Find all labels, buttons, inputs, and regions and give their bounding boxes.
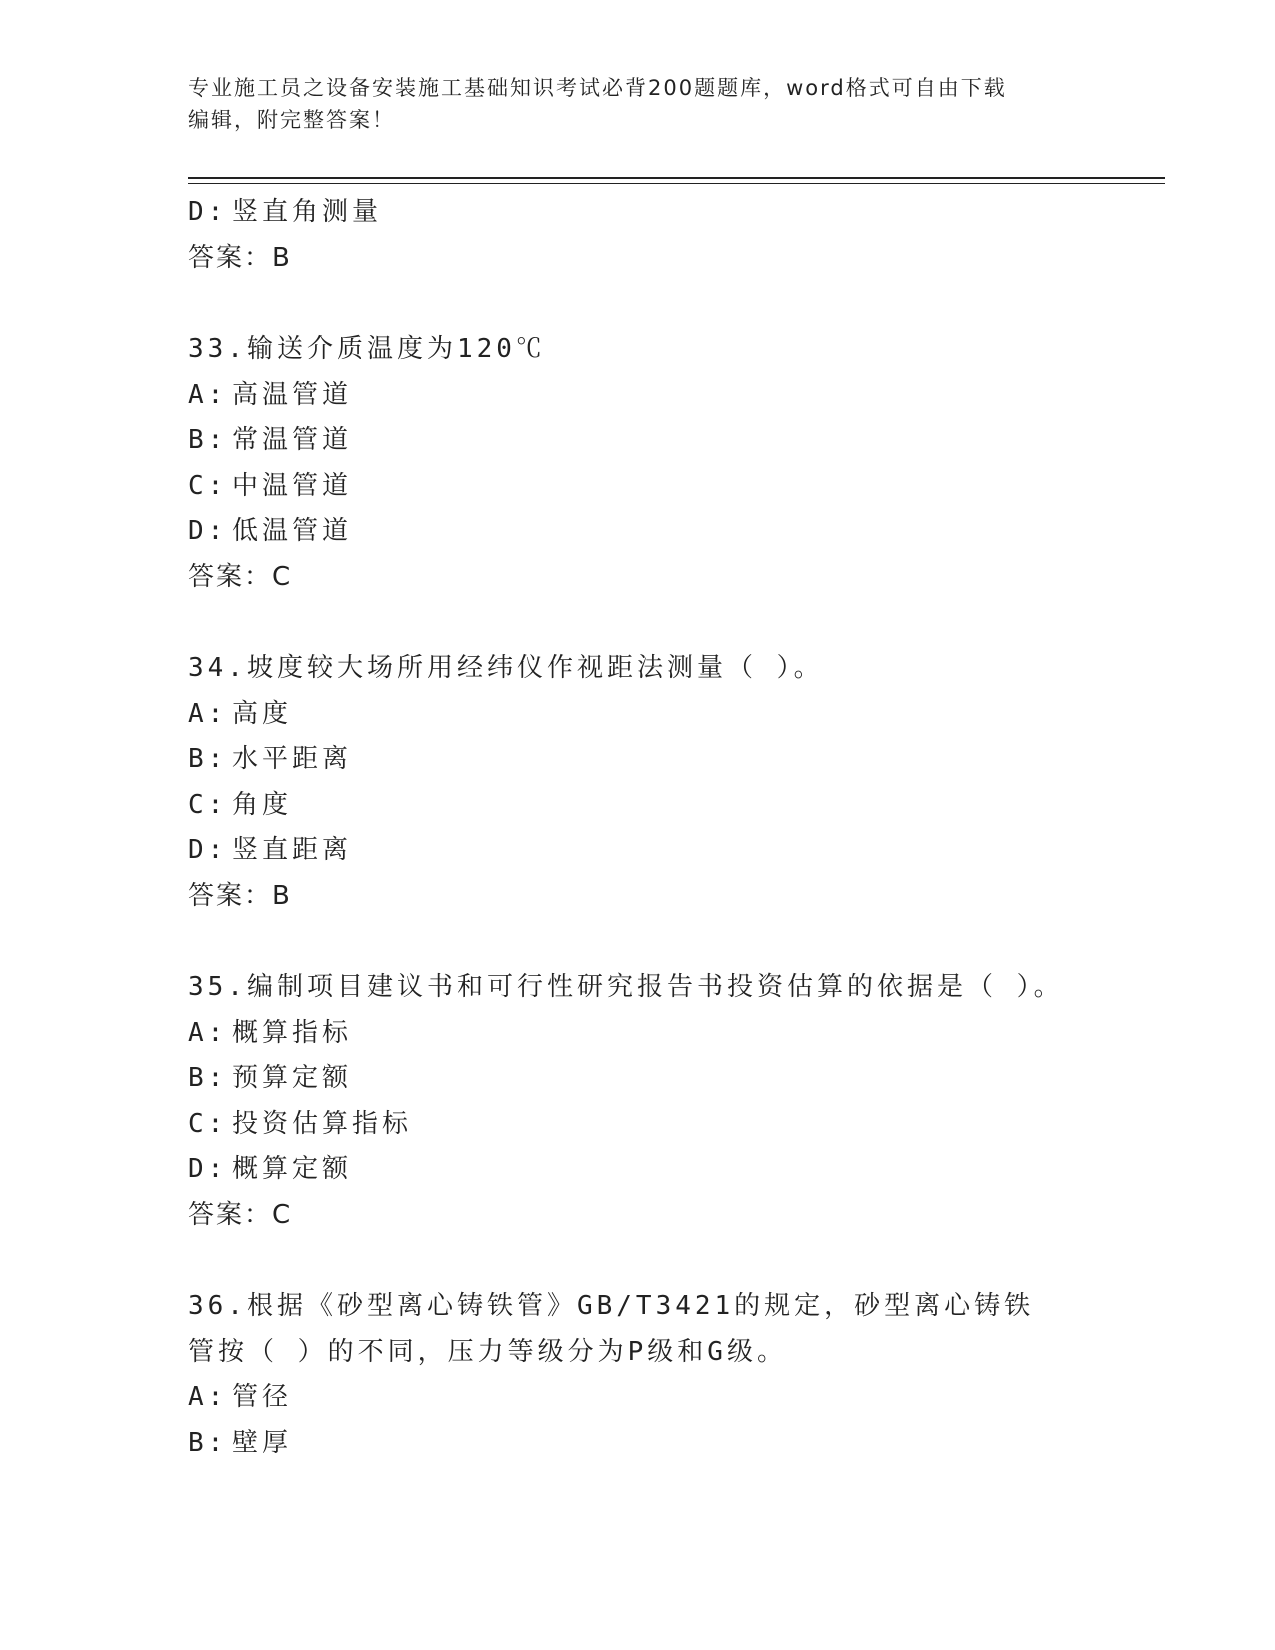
option-c (188, 1102, 1068, 1148)
option-text: 概算指标 (232, 1017, 353, 1048)
option-key: C: (188, 789, 228, 820)
question-stem: 33.输送介质温度为120℃ (188, 334, 546, 364)
answer: 答案：C (188, 561, 293, 592)
option-text: 低温管道 (232, 516, 353, 546)
document-header (188, 72, 1088, 136)
option-text: 概算定额 (232, 1154, 353, 1184)
spacer (188, 600, 1068, 646)
option-text: 管径 (232, 1382, 293, 1412)
answer: 答案：B (188, 242, 292, 273)
option-text: 中温管道 (232, 470, 353, 501)
spacer (188, 281, 1068, 327)
option-b (188, 1421, 1068, 1467)
question-stem: 35.编制项目建议书和可行性研究报告书投资估算的依据是（ ）。 (188, 972, 1064, 1002)
option-text: 高温管道 (232, 379, 353, 410)
header-title-line-1: 专业施工员之设备安装施工基础知识考试必背200题题库，word格式可自由下载 (188, 76, 1007, 100)
option-text: 常温管道 (232, 425, 353, 455)
option-text: 水平距离 (232, 744, 353, 774)
option-key: D: (188, 835, 228, 865)
option-key: A: (188, 698, 228, 729)
option-text: 角度 (232, 789, 293, 820)
option-key: B: (188, 1063, 228, 1093)
option-a (188, 373, 1068, 419)
option-a (188, 692, 1068, 738)
question-stem: 36.根据《砂型离心铸铁管》GB/T3421的规定，砂型离心铸铁管按（ ）的不同，压力等级分为P级和G级。 (188, 1291, 1035, 1367)
option-d (188, 190, 1068, 236)
option-a (188, 1375, 1068, 1421)
option-b (188, 418, 1068, 464)
option-key: C: (188, 470, 228, 501)
spacer (188, 919, 1068, 965)
answer: 答案：B (188, 880, 292, 911)
header-rule-thick (188, 177, 1165, 179)
option-text: 预算定额 (232, 1063, 353, 1093)
option-a (188, 1011, 1068, 1057)
option-key: B: (188, 1427, 228, 1458)
spacer (188, 1238, 1068, 1284)
option-key: A: (188, 1017, 228, 1048)
option-b (188, 737, 1068, 783)
option-key: D: (188, 516, 228, 546)
header-title-line-2: 编辑，附完整答案！ (188, 108, 395, 132)
option-key: B: (188, 425, 228, 455)
option-d (188, 509, 1068, 555)
option-text: 竖直距离 (232, 835, 353, 865)
option-b (188, 1056, 1068, 1102)
header-rule-thin (188, 183, 1165, 184)
option-key: A: (188, 379, 228, 410)
option-d (188, 828, 1068, 874)
option-d (188, 1147, 1068, 1193)
option-c (188, 464, 1068, 510)
option-key: A: (188, 1382, 228, 1412)
option-text: 高度 (232, 698, 293, 729)
option-text: 竖直角测量 (232, 197, 383, 227)
option-text: 投资估算指标 (232, 1108, 413, 1139)
option-key: C: (188, 1108, 228, 1139)
option-key: D: (188, 197, 228, 227)
question-list (188, 190, 1068, 1466)
option-text: 壁厚 (232, 1427, 293, 1458)
answer: 答案：C (188, 1199, 293, 1230)
option-c (188, 783, 1068, 829)
option-key: D: (188, 1154, 228, 1184)
option-key: B: (188, 744, 228, 774)
question-stem: 34.坡度较大场所用经纬仪作视距法测量（ ）。 (188, 653, 824, 683)
